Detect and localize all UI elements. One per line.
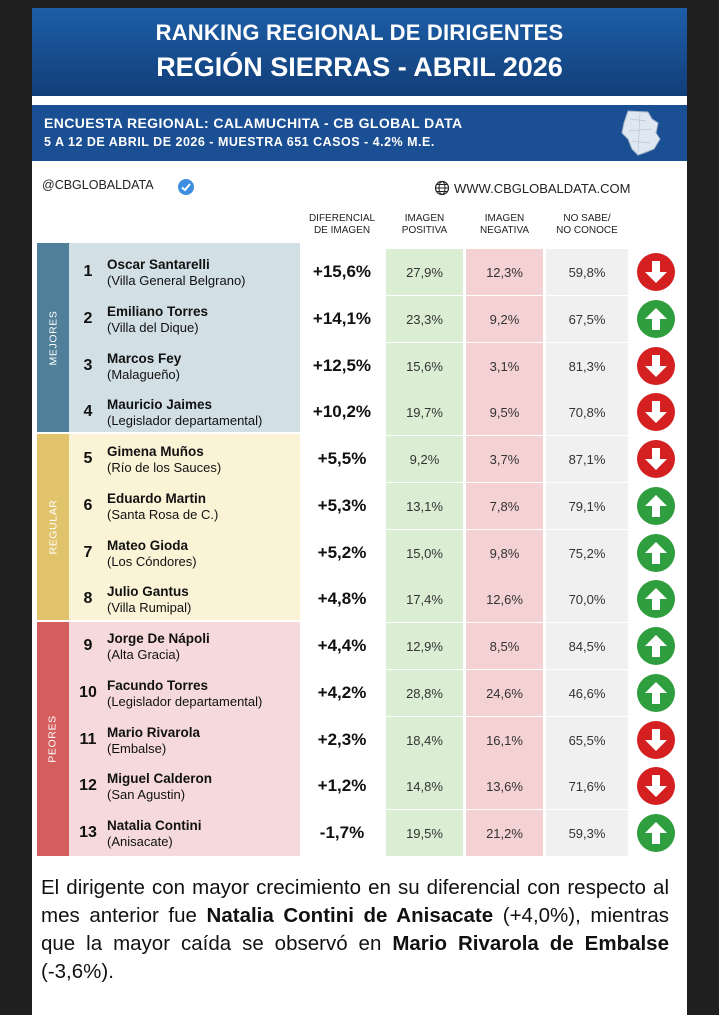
imagen-negativa-value: 9,5%	[466, 389, 543, 435]
imagen-negativa-value: 8,5%	[466, 623, 543, 669]
rank-number: 1	[83, 263, 93, 280]
group-label-text: MEJORES	[47, 310, 59, 365]
imagen-negativa-value: 13,6%	[466, 763, 543, 809]
imagen-negativa-value: 16,1%	[466, 717, 543, 763]
diferencial-value: +5,5%	[302, 436, 382, 482]
imagen-positiva-value: 17,4%	[386, 576, 463, 622]
no-sabe-value: 71,6%	[546, 763, 628, 809]
table-row	[32, 436, 687, 483]
no-sabe-value: 79,1%	[546, 483, 628, 529]
leader-place: (San Agustin)	[107, 787, 186, 802]
imagen-positiva-value: 18,4%	[386, 717, 463, 763]
diferencial-value: +4,4%	[302, 623, 382, 669]
trend-up-arrow-icon	[636, 813, 676, 853]
leader-place: (Los Cóndores)	[107, 554, 197, 569]
imagen-negativa-value: 9,8%	[466, 530, 543, 576]
title-line-1: RANKING REGIONAL DE DIRIGENTES	[155, 20, 564, 45]
summary-text: (-3,6%).	[41, 960, 114, 983]
leader-name: Mario Rivarola	[107, 725, 201, 740]
column-header-positiva	[386, 213, 463, 237]
no-sabe-value: 70,0%	[546, 576, 628, 622]
leader-name: Facundo Torres	[107, 678, 209, 693]
table-row	[32, 763, 687, 810]
trend-up-arrow-icon	[636, 299, 676, 339]
table-row	[32, 670, 687, 717]
column-header-line: NO SABE/	[563, 213, 611, 224]
table-row	[32, 389, 687, 436]
leader-name: Marcos Fey	[107, 351, 182, 366]
diferencial-value: +4,2%	[302, 670, 382, 716]
no-sabe-value: 87,1%	[546, 436, 628, 482]
imagen-positiva-value: 12,9%	[386, 623, 463, 669]
summary-text: El dirigente con mayor crecimiento en su diferencial con respecto al mes anterior fue	[41, 876, 669, 927]
summary-paragraph	[41, 874, 669, 986]
trend-down-arrow-icon	[636, 720, 676, 760]
rank-number: 2	[83, 310, 93, 327]
imagen-negativa-value: 9,2%	[466, 296, 543, 342]
leader-place: (Santa Rosa de C.)	[107, 507, 219, 522]
no-sabe-value: 65,5%	[546, 717, 628, 763]
column-header-line: IMAGEN	[404, 213, 445, 224]
no-sabe-value: 59,3%	[546, 810, 628, 856]
social-handle: @CBGLOBALDATA	[42, 178, 154, 192]
no-sabe-value: 81,3%	[546, 343, 628, 389]
website-link[interactable]: WWW.CBGLOBALDATA.COM	[454, 181, 631, 196]
imagen-negativa-value: 3,7%	[466, 436, 543, 482]
column-header-line: NEGATIVA	[479, 225, 530, 236]
imagen-positiva-value: 27,9%	[386, 249, 463, 295]
diferencial-value: +12,5%	[302, 343, 382, 389]
imagen-negativa-value: 12,3%	[466, 249, 543, 295]
rank-number: 12	[79, 777, 97, 794]
trend-up-arrow-icon	[636, 579, 676, 619]
leader-place: (Anisacate)	[107, 834, 173, 849]
column-header-negativa	[466, 213, 543, 237]
title-line-2: REGIÓN SIERRAS - ABRIL 2026	[156, 52, 563, 82]
diferencial-value: +1,2%	[302, 763, 382, 809]
table-row	[32, 249, 687, 296]
table-row	[32, 296, 687, 343]
leader-name: Natalia Contini	[107, 818, 202, 833]
ranking-card	[32, 8, 687, 1015]
imagen-positiva-value: 23,3%	[386, 296, 463, 342]
no-sabe-value: 46,6%	[546, 670, 628, 716]
diferencial-value: -1,7%	[302, 810, 382, 856]
table-row	[32, 810, 687, 857]
rank-number: 3	[83, 357, 93, 374]
diferencial-value: +5,2%	[302, 530, 382, 576]
trend-down-arrow-icon	[636, 766, 676, 806]
header-banner	[32, 8, 687, 96]
leader-place: (Villa del Dique)	[107, 320, 199, 335]
globe-icon	[434, 180, 450, 196]
leader-name: Gimena Muños	[107, 444, 204, 459]
leader-place: (Legislador departamental)	[107, 694, 263, 709]
rank-number: 5	[83, 450, 93, 467]
leader-name: Julio Gantus	[107, 584, 189, 599]
rank-number: 8	[83, 590, 93, 607]
column-header-line: POSITIVA	[401, 225, 448, 236]
summary-text: (+4,0%), mientras que la mayor caída se observó en	[41, 904, 670, 955]
imagen-positiva-value: 19,5%	[386, 810, 463, 856]
imagen-negativa-value: 12,6%	[466, 576, 543, 622]
rank-number: 13	[79, 824, 97, 841]
imagen-negativa-value: 21,2%	[466, 810, 543, 856]
diferencial-value: +15,6%	[302, 249, 382, 295]
rank-number: 7	[83, 544, 93, 561]
summary-highlight-growth: Natalia Contini de Anisacate	[206, 904, 494, 927]
trend-down-arrow-icon	[636, 392, 676, 432]
imagen-positiva-value: 28,8%	[386, 670, 463, 716]
trend-up-arrow-icon	[636, 673, 676, 713]
imagen-positiva-value: 15,6%	[386, 343, 463, 389]
no-sabe-value: 84,5%	[546, 623, 628, 669]
rank-number: 6	[83, 497, 93, 514]
diferencial-value: +14,1%	[302, 296, 382, 342]
imagen-negativa-value: 3,1%	[466, 343, 543, 389]
no-sabe-value: 67,5%	[546, 296, 628, 342]
rank-number: 11	[79, 731, 97, 748]
survey-title: ENCUESTA REGIONAL: CALAMUCHITA - CB GLOBAL DATA	[44, 115, 463, 131]
imagen-negativa-value: 7,8%	[466, 483, 543, 529]
summary-highlight-drop: Mario Rivarola de Embalse	[392, 932, 669, 955]
leader-name: Mauricio Jaimes	[107, 397, 213, 412]
leader-name: Emiliano Torres	[107, 304, 209, 319]
group-label-text: REGULAR	[47, 499, 59, 555]
leader-place: (Villa Rumipal)	[107, 600, 192, 615]
table-row	[32, 343, 687, 390]
column-header-no-sabe	[546, 213, 628, 237]
column-header-line: IMAGEN	[484, 213, 525, 224]
trend-up-arrow-icon	[636, 533, 676, 573]
table-row	[32, 483, 687, 530]
imagen-positiva-value: 9,2%	[386, 436, 463, 482]
imagen-positiva-value: 14,8%	[386, 763, 463, 809]
no-sabe-value: 70,8%	[546, 389, 628, 435]
leader-place: (Río de los Sauces)	[107, 460, 222, 475]
leader-place: (Alta Gracia)	[107, 647, 180, 662]
leader-name: Miguel Calderon	[107, 771, 213, 786]
leader-place: (Legislador departamental)	[107, 413, 263, 428]
leader-name: Mateo Gioda	[107, 538, 189, 553]
no-sabe-value: 75,2%	[546, 530, 628, 576]
table-row	[32, 717, 687, 764]
imagen-negativa-value: 24,6%	[466, 670, 543, 716]
rank-number: 10	[79, 684, 97, 701]
table-row	[32, 623, 687, 670]
table-row	[32, 530, 687, 577]
group-label-text: PEORES	[47, 715, 59, 763]
rank-number: 9	[83, 637, 93, 654]
leader-place: (Malagueño)	[107, 367, 180, 382]
trend-down-arrow-icon	[636, 252, 676, 292]
column-header-diferencial	[302, 213, 382, 237]
trend-down-arrow-icon	[636, 439, 676, 479]
diferencial-value: +2,3%	[302, 717, 382, 763]
verified-badge-icon	[177, 178, 195, 196]
diferencial-value: +4,8%	[302, 576, 382, 622]
diferencial-value: +10,2%	[302, 389, 382, 435]
trend-up-arrow-icon	[636, 626, 676, 666]
leader-place: (Embalse)	[107, 741, 167, 756]
leader-name: Jorge De Nápoli	[107, 631, 210, 646]
trend-down-arrow-icon	[636, 346, 676, 386]
leader-name: Oscar Santarelli	[107, 257, 210, 272]
imagen-positiva-value: 13,1%	[386, 483, 463, 529]
leader-place: (Villa General Belgrano)	[107, 273, 246, 288]
rank-number: 4	[83, 403, 93, 420]
survey-banner	[32, 105, 687, 161]
survey-details: 5 A 12 DE ABRIL DE 2026 - MUESTRA 651 CASOS - 4.2% M.E.	[44, 135, 435, 149]
imagen-positiva-value: 19,7%	[386, 389, 463, 435]
leader-name: Eduardo Martin	[107, 491, 207, 506]
province-map-icon	[618, 109, 662, 157]
imagen-positiva-value: 15,0%	[386, 530, 463, 576]
column-header-line: DIFERENCIAL	[308, 213, 376, 224]
diferencial-value: +5,3%	[302, 483, 382, 529]
no-sabe-value: 59,8%	[546, 249, 628, 295]
table-row	[32, 576, 687, 623]
column-header-line: DE IMAGEN	[313, 225, 371, 236]
column-header-line: NO CONOCE	[556, 225, 618, 236]
trend-up-arrow-icon	[636, 486, 676, 526]
